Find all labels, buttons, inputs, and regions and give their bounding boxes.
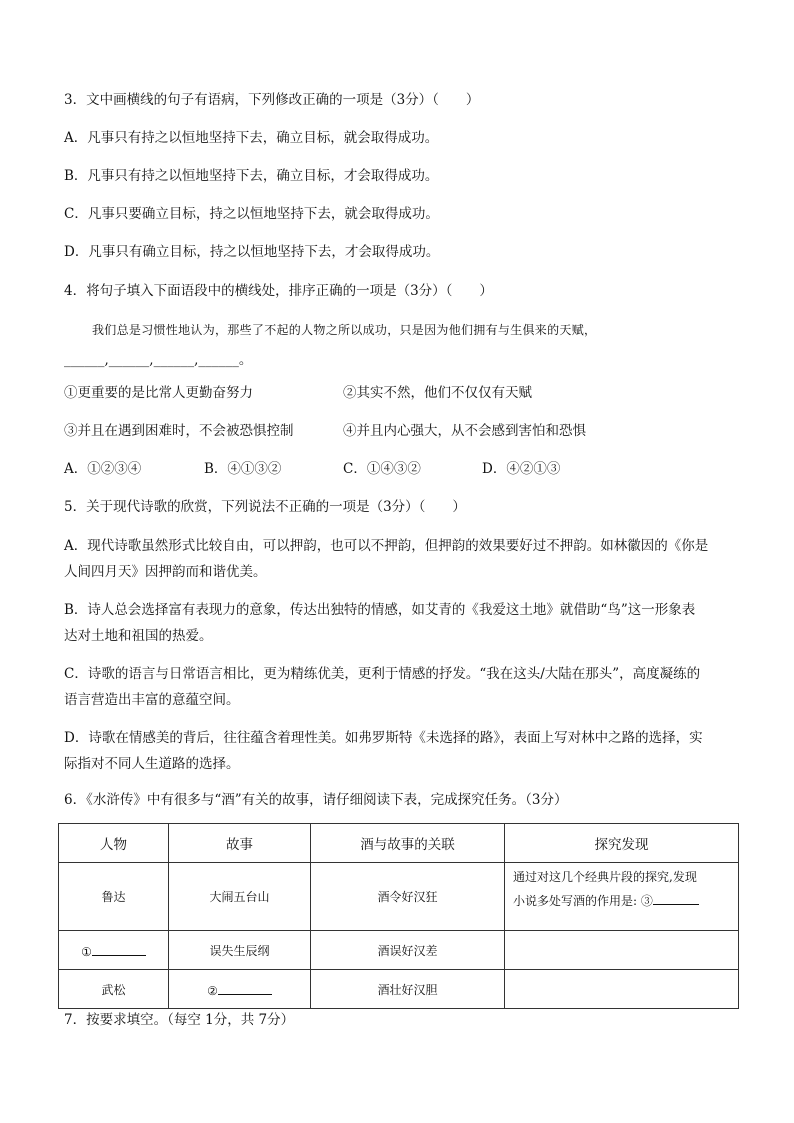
- q5-option-c-line1: C．诗歌的语言与日常语言相比，更为精练优美，更利于情感的抒发。“我在这头/大陆在那头”，高度凝练的: [64, 666, 701, 682]
- q5-option-a: [64, 533, 740, 585]
- q3-option-d: D．凡事只有确立目标，持之以恒地坚持下去，才会取得成功。: [64, 244, 440, 260]
- header-link: 酒与故事的关联: [311, 824, 505, 863]
- q4-sentence-2: ②其实不然，他们不仅仅有天赋: [343, 385, 532, 401]
- cell-link: 酒壮好汉胆: [311, 970, 505, 1009]
- table-header-row: [59, 824, 739, 863]
- q5-option-d-line1: D．诗歌在情感美的背后，往往蕴含着理性美。如弗罗斯特《未选择的路》，表面上写对林中之路的选择，实: [64, 730, 703, 746]
- cell-finding-empty: [505, 970, 739, 1009]
- q4-sentence-1: ①更重要的是比常人更勤奋努力: [64, 385, 253, 401]
- q5-option-a-line2: 人间四月天》因押韵而和谐优美。: [64, 564, 267, 580]
- header-story: 故事: [169, 824, 311, 863]
- answer-blank-1[interactable]: [92, 941, 146, 956]
- header-finding: 探究发现: [505, 824, 739, 863]
- q5-option-b-line2: 达对土地和祖国的热爱。: [64, 628, 213, 644]
- q4-sentence-3: ③并且在遇到困难时，不会被恐惧控制: [64, 423, 294, 439]
- q3-stem: 3．文中画横线的句子有语病，下列修改正确的一项是（3分）（ ）: [64, 92, 480, 108]
- finding-line2-text: 小说多处写酒的作用是: ③: [513, 894, 653, 908]
- circled-number-1: ①: [81, 945, 92, 959]
- cell-story: 大闹五台山: [169, 863, 311, 931]
- q4-passage: 我们总是习惯性地认为，那些了不起的人物之所以成功，只是因为他们拥有与生俱来的天赋，: [92, 323, 597, 337]
- finding-line2: [513, 889, 730, 913]
- q4-choice-d: D．④②①③: [482, 461, 561, 477]
- q4-choice-b: B．④①③②: [204, 461, 282, 477]
- q6-stem: 6．《水浒传》中有很多与“酒”有关的故事，请仔细阅读下表，完成探究任务。（3分）: [64, 792, 568, 808]
- cell-person: 鲁达: [59, 863, 169, 931]
- q7-stem: 7．按要求填空。（每空 1分，共 7分）: [64, 1012, 295, 1028]
- q4-blanks: ______,______,______,______。: [64, 352, 253, 368]
- answer-blank-3[interactable]: [653, 890, 699, 905]
- q4-choice-c: C．①④③②: [343, 461, 421, 477]
- q4-choice-a: A．①②③④: [64, 461, 142, 477]
- q3-option-a: A．凡事只有持之以恒地坚持下去，确立目标，就会取得成功。: [64, 130, 439, 146]
- header-person: 人物: [59, 824, 169, 863]
- table-row: [59, 863, 739, 931]
- cell-link: 酒误好汉差: [311, 931, 505, 970]
- q5-option-b: [64, 597, 740, 649]
- q5-option-a-line1: A．现代诗歌虽然形式比较自由，可以押韵，也可以不押韵，但押韵的效果要好过不押韵。如林徽因的《你是: [64, 538, 709, 554]
- q4-stem: 4．将句子填入下面语段中的横线处，排序正确的一项是（3分）（ ）: [64, 283, 493, 299]
- table-row: [59, 970, 739, 1009]
- table-row: [59, 931, 739, 970]
- circled-number-2: ②: [207, 984, 218, 998]
- q3-option-c: C．凡事只要确立目标，持之以恒地坚持下去，就会取得成功。: [64, 206, 439, 222]
- q6-table: [58, 823, 739, 1009]
- cell-person: 武松: [59, 970, 169, 1009]
- q4-sentence-4: ④并且内心强大，从不会感到害怕和恐惧: [343, 423, 586, 439]
- q5-option-b-line1: B．诗人总会选择富有表现力的意象，传达出独特的情感，如艾青的《我爱这土地》就借助“鸟”这一形象表: [64, 602, 696, 618]
- cell-link: 酒令好汉狂: [311, 863, 505, 931]
- cell-story: 误失生辰纲: [169, 931, 311, 970]
- q5-option-d: [64, 725, 740, 777]
- cell-finding: [505, 863, 739, 931]
- cell-person: [59, 931, 169, 970]
- q3-option-b: B．凡事只有持之以恒地坚持下去，确立目标，才会取得成功。: [64, 168, 439, 184]
- answer-blank-2[interactable]: [218, 980, 272, 995]
- q5-option-d-line2: 际指对不同人生道路的选择。: [64, 756, 240, 772]
- q5-stem: 5．关于现代诗歌的欣赏，下列说法不正确的一项是（3分）（ ）: [64, 499, 466, 515]
- cell-story: [169, 970, 311, 1009]
- cell-finding-empty: [505, 931, 739, 970]
- finding-line1: 通过对这几个经典片段的探究,发现: [513, 870, 697, 884]
- q5-option-c-line2: 语言营造出丰富的意蕴空间。: [64, 692, 240, 708]
- q5-option-c: [64, 661, 740, 713]
